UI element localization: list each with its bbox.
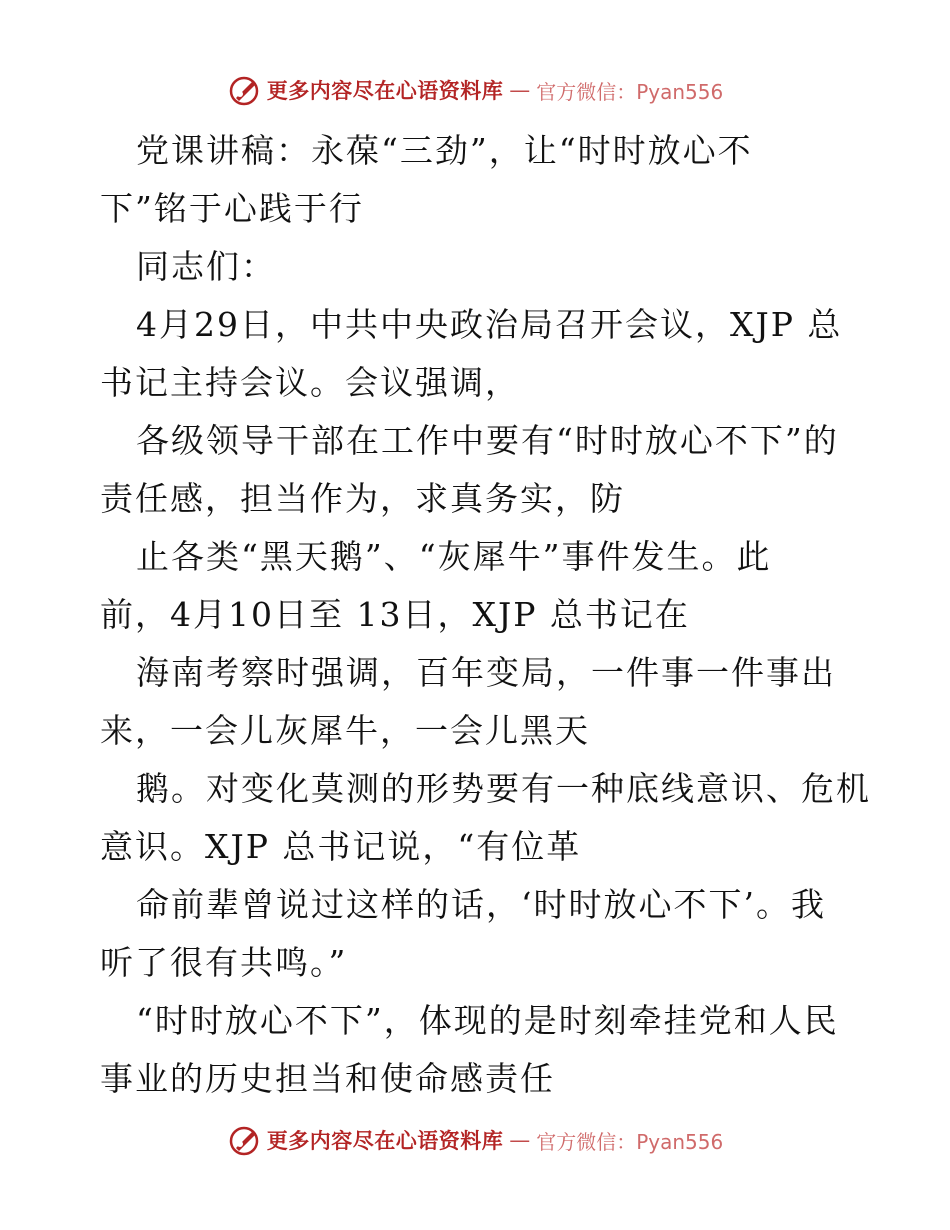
brush-logo-icon	[227, 1123, 261, 1157]
text-line: 鹅。对变化莫测的形势要有一种底线意识、危机	[136, 769, 871, 808]
text-line: 下”铭于心践于行	[100, 189, 364, 228]
banner-dash: —	[509, 78, 531, 102]
banner-wechat: 官方微信：Pyan556	[536, 79, 724, 104]
text-line: 来，一会儿灰犀牛，一会儿黑天	[100, 711, 590, 750]
text-line: 止各类“黑天鹅”、“灰犀牛”事件发生。此	[136, 537, 772, 576]
footer-watermark-banner	[0, 1120, 950, 1160]
text-line: 事业的历史担当和使命感责任	[100, 1059, 555, 1098]
banner-dash: —	[509, 1128, 531, 1152]
text-line: 同志们：	[136, 247, 276, 286]
banner-text: 更多内容尽在心语资料库	[266, 78, 504, 103]
text-line: 4月29日，中共中央政治局召开会议，XJP 总	[136, 305, 843, 344]
text-line: 党课讲稿：永葆“三劲”，让“时时放心不	[136, 131, 753, 170]
text-line: 命前辈曾说过这样的话，‘时时放心不下’。我	[136, 885, 826, 924]
text-line: 前，4月10日至 13日，XJP 总书记在	[100, 595, 690, 634]
text-line: “时时放心不下”，体现的是时刻牵挂党和人民	[136, 1001, 839, 1040]
text-line: 书记主持会议。会议强调，	[100, 363, 520, 402]
brush-logo-icon	[227, 73, 261, 107]
banner-text: 更多内容尽在心语资料库	[266, 1128, 504, 1153]
text-line: 意识。XJP 总书记说，“有位革	[100, 827, 582, 866]
document-body	[100, 122, 871, 1108]
text-line: 海南考察时强调，百年变局，一件事一件事出	[136, 653, 836, 692]
text-line: 听了很有共鸣。”	[100, 943, 348, 982]
text-line: 责任感，担当作为，求真务实，防	[100, 479, 625, 518]
text-line: 各级领导干部在工作中要有“时时放心不下”的	[136, 421, 839, 460]
header-watermark-banner	[0, 70, 950, 110]
banner-wechat: 官方微信：Pyan556	[536, 1129, 724, 1154]
